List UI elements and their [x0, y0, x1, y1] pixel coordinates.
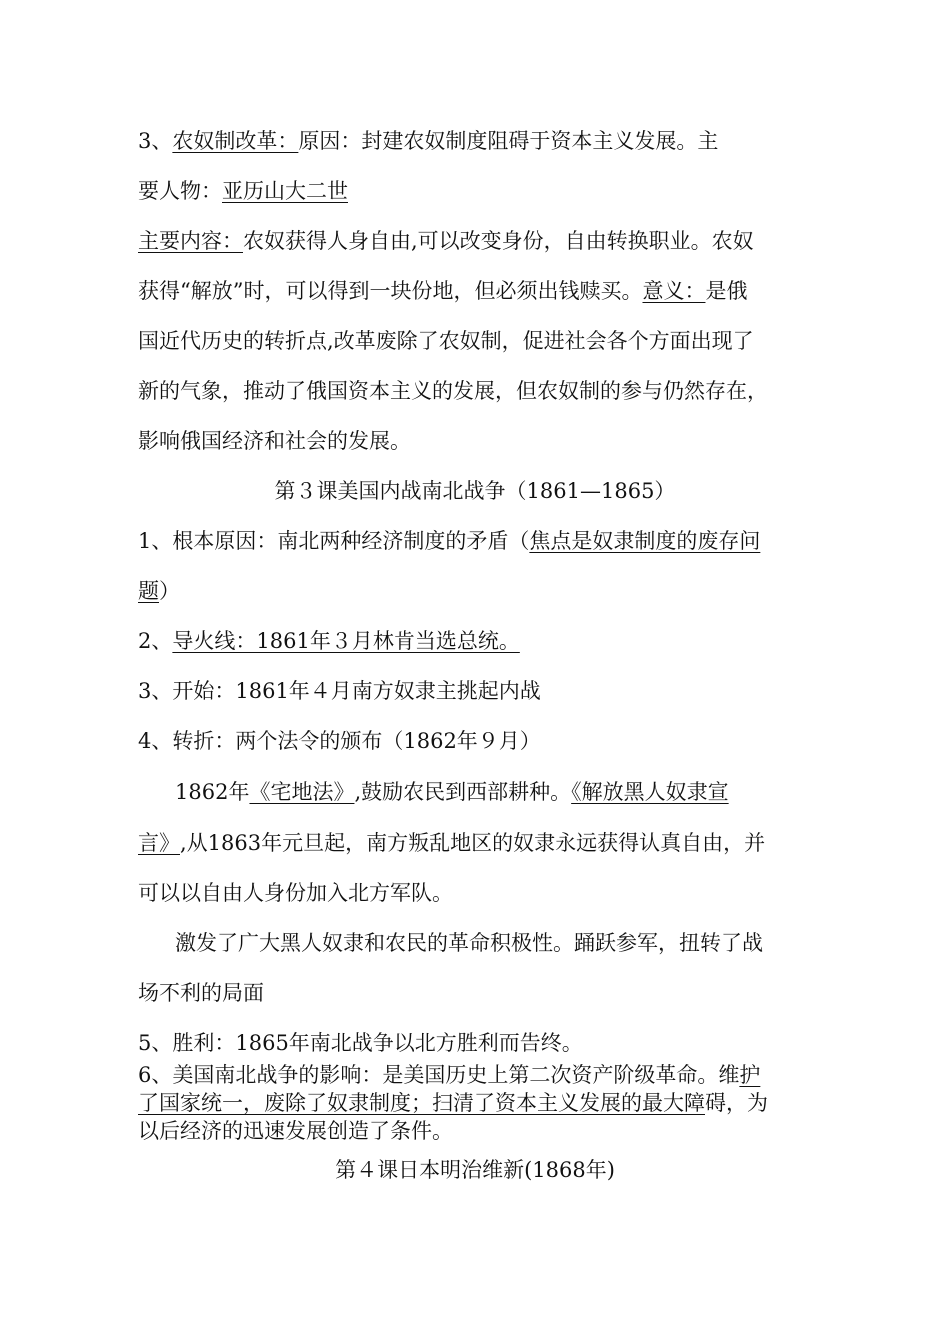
- lesson3-item-6-end: 以后经济的迅速发展创造了条件。: [138, 1119, 453, 1143]
- lesson3-para-5: 场不利的局面: [138, 981, 264, 1005]
- lesson3-item-1: [138, 527, 760, 555]
- underlined-term: 《解放黑人奴隶宣: [571, 780, 729, 804]
- text-run: 碍，为: [705, 1091, 768, 1115]
- lesson3-item-2: [138, 627, 520, 655]
- text-run: 农奴获得人身自由,可以改变身份，自由转换职业。农奴: [243, 229, 754, 253]
- text-run: 要人物：: [138, 179, 222, 203]
- serfdom-line-4: [138, 277, 747, 305]
- underlined-term: 言》: [138, 831, 180, 855]
- serfdom-line-5: 国近代历史的转折点,改革废除了农奴制，促进社会各个方面出现了: [138, 329, 754, 353]
- item-number: 2、: [138, 629, 173, 653]
- serfdom-line-6: 新的气象，推动了俄国资本主义的发展，但农奴制的参与仍然存在，: [138, 379, 768, 403]
- lesson3-item-6-cont: [138, 1089, 768, 1117]
- underlined-term: 亚历山大二世: [222, 179, 348, 203]
- serfdom-line-2: [138, 177, 348, 205]
- underlined-term: 了国家统一，废除了奴隶制度；扫清了资本主义发展的最大障: [138, 1091, 705, 1115]
- text-run: 1、根本原因：南北两种经济制度的矛盾（: [138, 529, 530, 553]
- serfdom-line-3: [138, 227, 754, 255]
- lesson3-item-6: [138, 1061, 760, 1089]
- underlined-term: 题: [138, 579, 159, 603]
- lesson3-item-5: 5、胜利：1865年南北战争以北方胜利而告终。: [138, 1031, 583, 1055]
- lesson3-para-3: 可以以自由人身份加入北方军队。: [138, 881, 453, 905]
- underlined-term: 导火线：1861年３月林肯当选总统。: [172, 629, 520, 653]
- lesson3-item-1-cont: [138, 577, 180, 605]
- underlined-term: 主要内容：: [138, 229, 243, 253]
- lesson3-item-3: 3、开始：1861年４月南方奴隶主挑起内战: [138, 679, 541, 703]
- text-run: 是俄: [705, 279, 748, 303]
- item-number: 3、: [138, 129, 173, 153]
- text-run: ）: [159, 579, 180, 603]
- text-run: ,从1863年元旦起，南方叛乱地区的奴隶永远获得认真自由，并: [180, 831, 766, 855]
- lesson4-title: 第４课日本明治维新(1868年): [335, 1158, 615, 1182]
- underlined-term: 焦点是奴隶制度的废存问: [529, 529, 761, 553]
- lesson3-para-2: [138, 829, 765, 857]
- underlined-term: 护: [739, 1063, 761, 1087]
- lesson3-title: 第３课美国内战南北战争（1861—1865）: [274, 479, 676, 503]
- underlined-term: 《宅地法》: [249, 780, 355, 804]
- text-run: ,鼓励农民到西部耕种。: [354, 780, 572, 804]
- text-run: 获得“解放”时，可以得到一块份地，但必须出钱赎买。: [138, 279, 643, 303]
- serfdom-line-1: [138, 127, 718, 155]
- serfdom-line-7: 影响俄国经济和社会的发展。: [138, 429, 411, 453]
- text-run: 1862年: [175, 780, 250, 804]
- text-run: 原因：封建农奴制度阻碍于资本主义发展。主: [298, 129, 719, 153]
- lesson3-para-4: 激发了广大黑人奴隶和农民的革命积极性。踊跃参军，扭转了战: [175, 931, 763, 955]
- lesson3-item-4: 4、转折：两个法令的颁布（1862年９月）: [138, 729, 541, 753]
- text-run: 6、美国南北战争的影响：是美国历史上第二次资产阶级革命。维: [138, 1063, 740, 1087]
- underlined-term: 意义：: [642, 279, 706, 303]
- lesson3-para-1: [175, 778, 729, 806]
- underlined-term: 农奴制改革：: [172, 129, 299, 153]
